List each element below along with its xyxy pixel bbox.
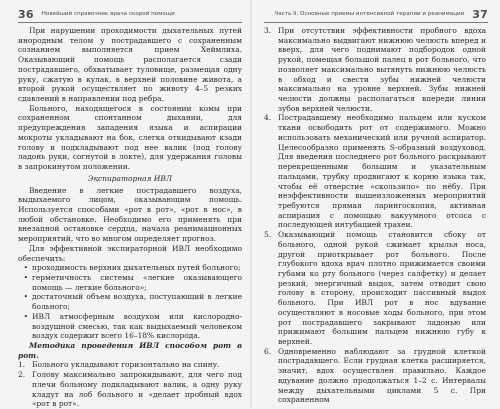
- list-item: [18, 292, 242, 311]
- header-rule: [18, 22, 242, 23]
- item-text: Пострадавшему необходимо пальцем или куском ткани освободить рот от содержимого. Можно использовать механический или ручной аспиратор. Целесообразно применять S-образный воздуховод. Для введения последнего рот больного раскрывают перекрещенными большим и указательным пальцами, трубку продвигают к корню языка так, чтобы её отверстие «скользило» по нёбу. При неэффективности вышеизложенных мероприятий требуются прямая ларингоскопия, активная аспирация с помощью вакуумного отсоса с последующей интубацией трахеи.: [278, 113, 486, 230]
- item-number: 2.: [18, 370, 26, 380]
- numbered-item: [264, 347, 486, 405]
- numbered-item: [18, 370, 242, 409]
- item-number: 3.: [264, 26, 272, 35]
- numbered-item: [264, 230, 486, 347]
- list-item: [18, 263, 242, 273]
- list-item-text: ИВЛ атмосферным воздухом или кислородно-воздушной смесью, так как выдыхаемый человеком воздух содержит всего 16–18% кислорода.: [32, 311, 242, 341]
- item-text: Больного укладывают горизонтально на спину.: [32, 360, 220, 370]
- item-text: Голову максимально запрокидывают, для чего под плечи больному подкладывают валик, а одну руку кладут на лоб больного и «делает пробный вдох «рот в рот».: [32, 370, 242, 409]
- page-number: 37: [472, 7, 488, 21]
- left-page: [0, 0, 250, 407]
- page-number: 36: [18, 7, 34, 21]
- section-title: Экспираторная ИВЛ: [87, 173, 173, 183]
- bullet-mark: •: [23, 311, 28, 321]
- list-item: [18, 312, 242, 341]
- list-item-text: достаточный объем воздуха, поступающий в легкие больного;: [32, 292, 242, 312]
- item-number: 6.: [264, 346, 272, 356]
- running-head-text: Часть II. Основные приемы интенсивной терапии и реанимации: [274, 11, 465, 17]
- method-title: Методика проведения ИВЛ способом рот в рот.: [18, 341, 242, 360]
- paragraph: Для эффективной экспираторной ИВЛ необходимо обеспечить:: [18, 243, 242, 263]
- right-running-head: [264, 7, 488, 21]
- paragraph: Введение в легкие пострадавшего воздуха, выдыхаемого лицом, оказывающим помощь. Используется способами «рот в рот», «рот в нос», в любой обстановке. Необходимо его применять при внезапной остановке сердца, начала реанимационных мероприятий, что во многом определяет прогноз.: [18, 185, 242, 244]
- numbered-item: [264, 113, 486, 230]
- left-page-body: [18, 26, 242, 409]
- right-page-body: [264, 26, 486, 405]
- header-rule: [264, 22, 488, 23]
- bullet-mark: •: [23, 272, 28, 282]
- item-number: 4.: [264, 113, 272, 123]
- item-text: При отсутствии эффективности пробного вдоха максимально выдвигают нижнюю челюсть вперед и вверх, для чего поднимают подбородок одной рукой, помещая большой палец в рот больного, что позволяет максимально вытянуть нижнюю челюсть в обход и свести зубы нижней челюсти максимально на уровне верхней. Зубы нижней челюсти должны располагаться впереди линии зубов верхней челюсти.: [278, 26, 486, 113]
- right-page: [252, 0, 500, 407]
- numbered-item: [18, 360, 242, 370]
- running-head-text: Новейший справочник врача скорой помощи: [41, 11, 175, 17]
- paragraph: При нарушении проходимости дыхательных путей инородным телом у пострадавшего с сохраненным сознанием выполняется прием Хеймлиха. Оказывающий помощь располагается сзади пострадавшего, обхватывает туловище, размещая одну руку, сжатую в кулак, в верхней половине живота, а второй рукой осуществляет по животу 4–5 резких сдавлений в направлении под ребра.: [18, 26, 242, 104]
- list-item-text: проходимость верхних дыхательных путей больного;: [32, 263, 241, 273]
- numbered-item: [264, 26, 486, 113]
- item-text: Оказывающий помощь становится сбоку от больного, одной рукой сжимает крылья носа, другой приоткрывает рот больного. После глубокого вдоха врач плотно прижимается своими губами ко рту больного (через салфетку) и делает резкий, энергичный выдох, затем отводит свою голову в сторону, происходит пассивный выдох больного. При ИВЛ рот в нос вдувание осуществляют в носовые ходы больного, при этом рот пострадавшего закрывают ладонью или прижимают большим пальцем нижнюю губу к верхней.: [278, 230, 486, 346]
- paragraph: Больного, находящегося в состоянии комы при сохраненном спонтанном дыхании, для предупреждения западения языка и аспирации мокроты укладывают на бок, слегка откидывают кзади голову и подкладывают под нее валик (под голову ладонь руки, согнутой в локте), для удержания головы в запрокинутом положении.: [18, 103, 242, 172]
- list-item: [18, 273, 242, 292]
- list-item-text: герметичность системы «легкие оказывающего помощь — легкие больного»;: [32, 272, 242, 292]
- left-running-head: [18, 7, 242, 21]
- bullet-mark: •: [23, 292, 28, 302]
- item-number: 5.: [264, 230, 272, 240]
- item-number: 1.: [18, 360, 26, 370]
- bullet-mark: •: [23, 263, 28, 273]
- item-text: Одновременно наблюдают за грудной клеткой пострадавшего. Если грудная клетка расширяется, значит, вдох осуществлен правильно. Каждое вдувание должно продолжаться 1–2 с. Интервалы между дыхательными циклами 5 с. При сохраненном: [278, 346, 486, 405]
